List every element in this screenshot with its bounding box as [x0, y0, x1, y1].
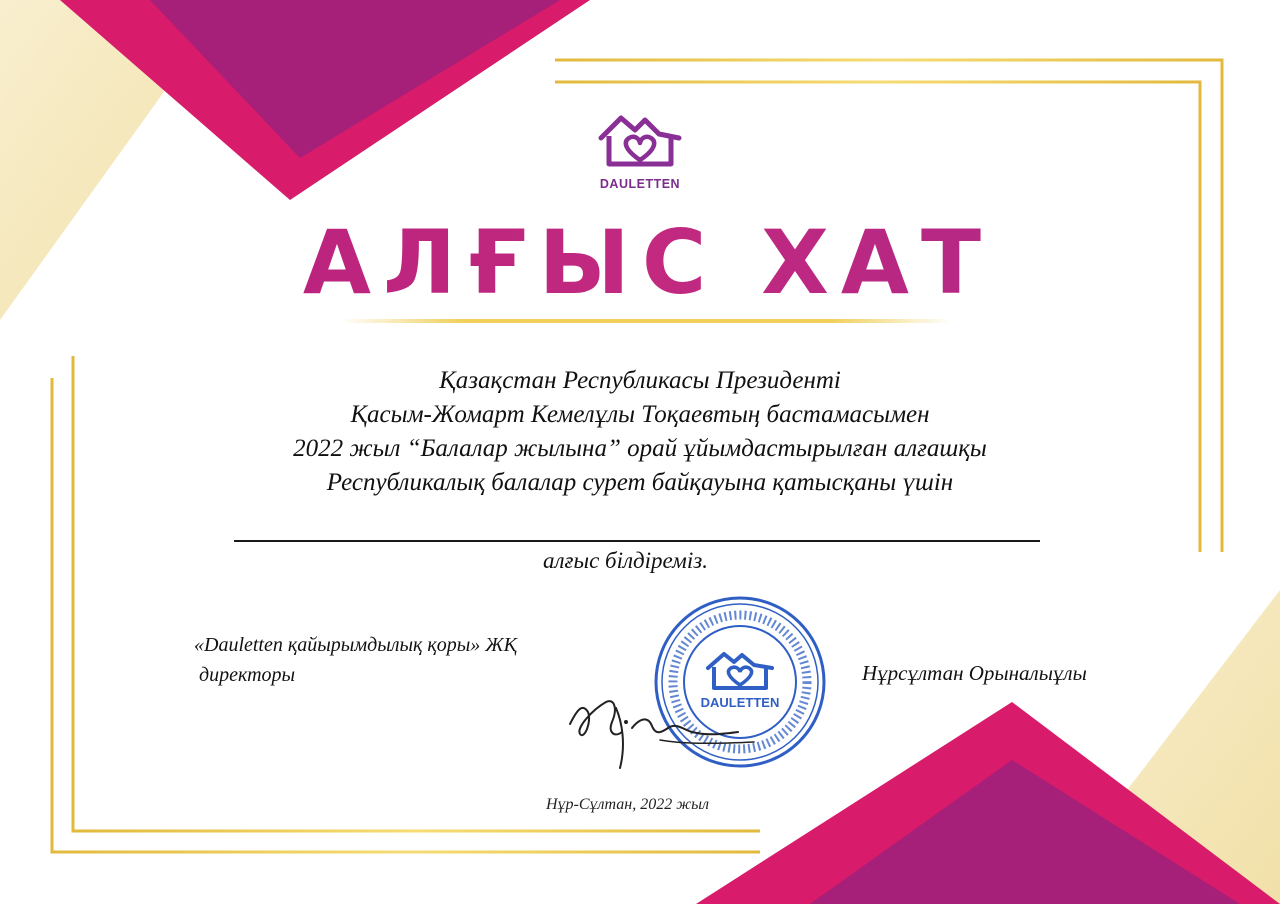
- org-title: директоры: [194, 664, 296, 686]
- place-date: Нұр-Сұлтан, 2022 жыл: [546, 796, 709, 813]
- certificate-body: [0, 364, 1280, 500]
- director-name: Нұрсұлтан Орыналыұлы: [862, 661, 1087, 685]
- body-line: Республикалық балалар сурет байқауына қатысқаны үшін: [326, 469, 954, 496]
- dauletten-logo: [592, 108, 688, 191]
- handwritten-signature: [562, 682, 762, 778]
- house-heart-icon: [595, 108, 685, 170]
- recipient-name-line: [234, 540, 1040, 542]
- logo-wordmark: DAULETTEN: [599, 177, 681, 191]
- certificate-title: АЛҒЫС ХАТ: [0, 208, 1280, 318]
- org-line: «Dauletten қайырымдылық қоры» ЖҚ: [194, 634, 517, 656]
- signatory-organization: [194, 630, 517, 690]
- thanks-text: алғыс білдіреміз.: [543, 548, 708, 573]
- title-underline: [340, 319, 952, 323]
- body-line: 2022 жыл “Балалар жылына” орай ұйымдастырылған алғашқы: [293, 435, 987, 462]
- body-line: Қазақстан Республикасы Президенті: [439, 367, 841, 394]
- body-line: Қасым-Жомарт Кемелұлы Тоқаевтың бастамасымен: [350, 401, 930, 428]
- stamp-center-word: DAULETTEN: [700, 695, 780, 710]
